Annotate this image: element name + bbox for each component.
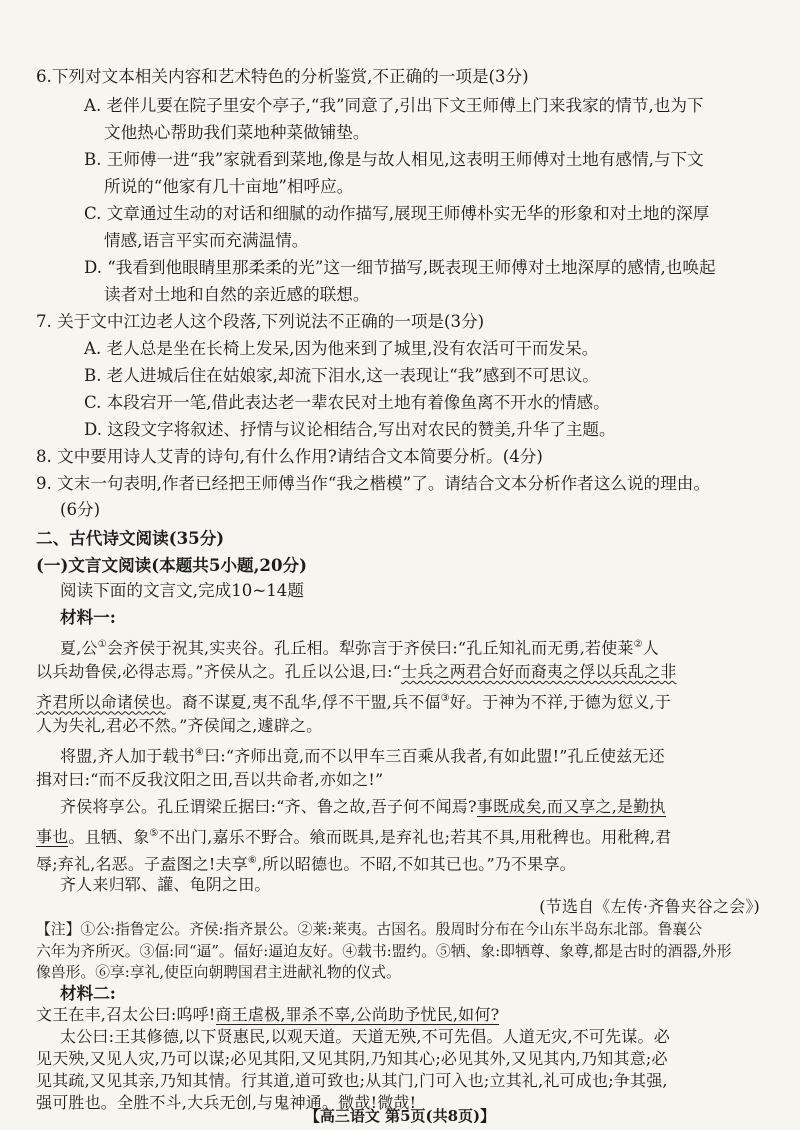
notes-line3: 像兽形。⑥享:享礼,使臣向朝聘国君主进献礼物的仪式。: [36, 964, 401, 981]
material2-line1: 文王在丰,召太公曰:呜呼!商王虐极,罪杀不辜,公尚助予忧民,如何?: [36, 1005, 500, 1024]
notes-line1: 【注】①公:指鲁定公。齐侯:指齐景公。②莱:莱夷。古国名。殷周时分布在今山东半岛东北部。鲁襄公: [36, 921, 703, 938]
material1-line1: 夏,公①会齐侯于祝其,实夹谷。孔丘相。犁弥言于齐侯曰:“孔丘知礼而无勇,若使莱②人: [60, 638, 659, 658]
material1-title: 材料一:: [60, 607, 116, 627]
notes-line2: 六年为齐所灭。③偪:同“逼”。偪好:逼迫友好。④载书:盟约。⑤牺、象:即牺尊、象尊,都是古时的酒器,外形: [36, 943, 732, 960]
material1-line8: 事也。且牺、象⑤不出门,嘉乐不野合。飨而既具,是弃礼也;若其不具,用秕稗也。用秕稗,君: [36, 827, 672, 847]
underlined-passage-c: 商王虐极,罪杀不辜,公尚助予忧民,如何?: [215, 1005, 500, 1024]
q9-line1: 9. 文末一句表明,作者已经把王师傅当作“我之楷模”了。请结合文本分析作者这么说的理由。: [36, 474, 710, 493]
q6-option-b-line2: 所说的“他家有几十亩地”相呼应。: [104, 177, 354, 196]
q6-stem: 6.下列对文本相关内容和艺术特色的分析鉴赏,不正确的一项是(3分): [36, 67, 529, 86]
q6-option-d-line1: D. “我看到他眼睛里那柔柔的光”这一细节描写,既表现王师傅对土地深厚的感情,也唤起: [84, 258, 716, 277]
q6-option-a-line1: A. 老伴儿要在院子里安个亭子,“我”同意了,引出下文王师傅上门来我家的情节,也为下: [84, 96, 704, 115]
q7-option-a: A. 老人总是坐在长椅上发呆,因为他来到了城里,没有农活可干而发呆。: [84, 339, 599, 358]
material2-line3: 见天殃,又见人灾,乃可以谋;必见其阳,又见其阴,乃知其心;必见其外,又见其内,乃知其意;必: [36, 1049, 668, 1068]
q6-option-c-line1: C. 文章通过生动的对话和细腻的动作描写,展现王师傅朴实无华的形象和对土地的深厚: [84, 204, 710, 223]
material1-line4: 人为失礼,君必不然。”齐侯闻之,遽辟之。: [36, 716, 323, 735]
q9-line2: (6分): [60, 500, 101, 519]
material1-line2: 以兵劫鲁侯,必得志焉。”齐侯从之。孔丘以公退,曰:“士兵之两君合好而裔夷之俘以兵乱之非: [36, 662, 677, 681]
underlined-passage-a: 士兵之两君合好而裔夷之俘以兵乱之非: [401, 662, 677, 681]
material2-line4: 见其疏,又见其亲,乃知其情。行其道,道可致也;从其门,门可入也;立其礼,礼可成也;争其强,: [36, 1071, 668, 1090]
q8-text: 8. 文中要用诗人艾青的诗句,有什么作用?请结合文本简要分析。(4分): [36, 447, 543, 466]
material1-line9: 辱;弃礼,名恶。子盍图之!夫享⑥,所以昭德也。不昭,不如其已也。”乃不果享。: [36, 854, 576, 874]
material1-line3: 齐君所以命诸侯也。裔不谋夏,夷不乱华,俘不干盟,兵不偪③好。于神为不祥,于德为愆义,于: [36, 692, 672, 712]
material2-line5: 强可胜也。全胜不斗,大兵无创,与鬼神通。微哉!微哉!: [36, 1093, 417, 1112]
q7-option-c: C. 本段宕开一笔,借此表达老一辈农民对土地有着像鱼离不开水的情感。: [84, 393, 610, 412]
underlined-passage-a-end: 齐君所以命诸侯也: [36, 692, 166, 712]
page-footer: 【高三语文 第5页(共8页)】: [304, 1107, 496, 1125]
material2-line2: 太公曰:王其修德,以下贤惠民,以观天道。天道无殃,不可先倡。人道无灾,不可先谋。必: [60, 1027, 670, 1046]
q6-option-d-line2: 读者对土地和自然的亲近感的联想。: [104, 285, 370, 304]
underlined-passage-b-end: 事也: [36, 827, 69, 847]
q7-stem: 7. 关于文中江边老人这个段落,下列说法不正确的一项是(3分): [36, 312, 485, 331]
material1-line10: 齐人来归郓、讙、龟阴之田。: [60, 875, 271, 894]
q7-option-d: D. 这段文字将叙述、抒情与议论相结合,写出对农民的赞美,升华了主题。: [84, 420, 616, 439]
material1-source: (节选自《左传·齐鲁夹谷之会》): [539, 897, 760, 916]
q6-option-a-line2: 文他热心帮助我们菜地种菜做铺垫。: [104, 123, 370, 142]
underlined-passage-b: 事既成矣,而又享之,是勤执: [476, 797, 666, 816]
section-heading-classical: 二、古代诗文阅读(35分): [36, 528, 225, 548]
material2-title: 材料二:: [60, 983, 116, 1003]
section-subheading-wenyan: (一)文言文阅读(本题共5小题,20分): [36, 555, 307, 575]
material1-line5: 将盟,齐人加于载书④曰:“齐师出竟,而不以甲车三百乘从我者,有如此盟!”孔丘使兹无还: [60, 746, 665, 766]
q7-option-b: B. 老人进城后住在姑娘家,却流下泪水,这一表现让“我”感到不可思议。: [84, 366, 599, 385]
q6-option-c-line2: 情感,语言平实而充满温情。: [104, 231, 309, 250]
instruction-text: 阅读下面的文言文,完成10~14题: [60, 581, 304, 600]
material1-line7: 齐侯将享公。孔丘谓梁丘据曰:“齐、鲁之故,吾子何不闻焉?事既成矣,而又享之,是勤执: [60, 797, 666, 816]
q6-option-b-line1: B. 王师傅一进“我”家就看到菜地,像是与故人相见,这表明王师傅对土地有感情,与下文: [84, 150, 704, 169]
material1-line6: 揖对曰:“而不反我汶阳之田,吾以共命者,亦如之!”: [36, 770, 384, 789]
